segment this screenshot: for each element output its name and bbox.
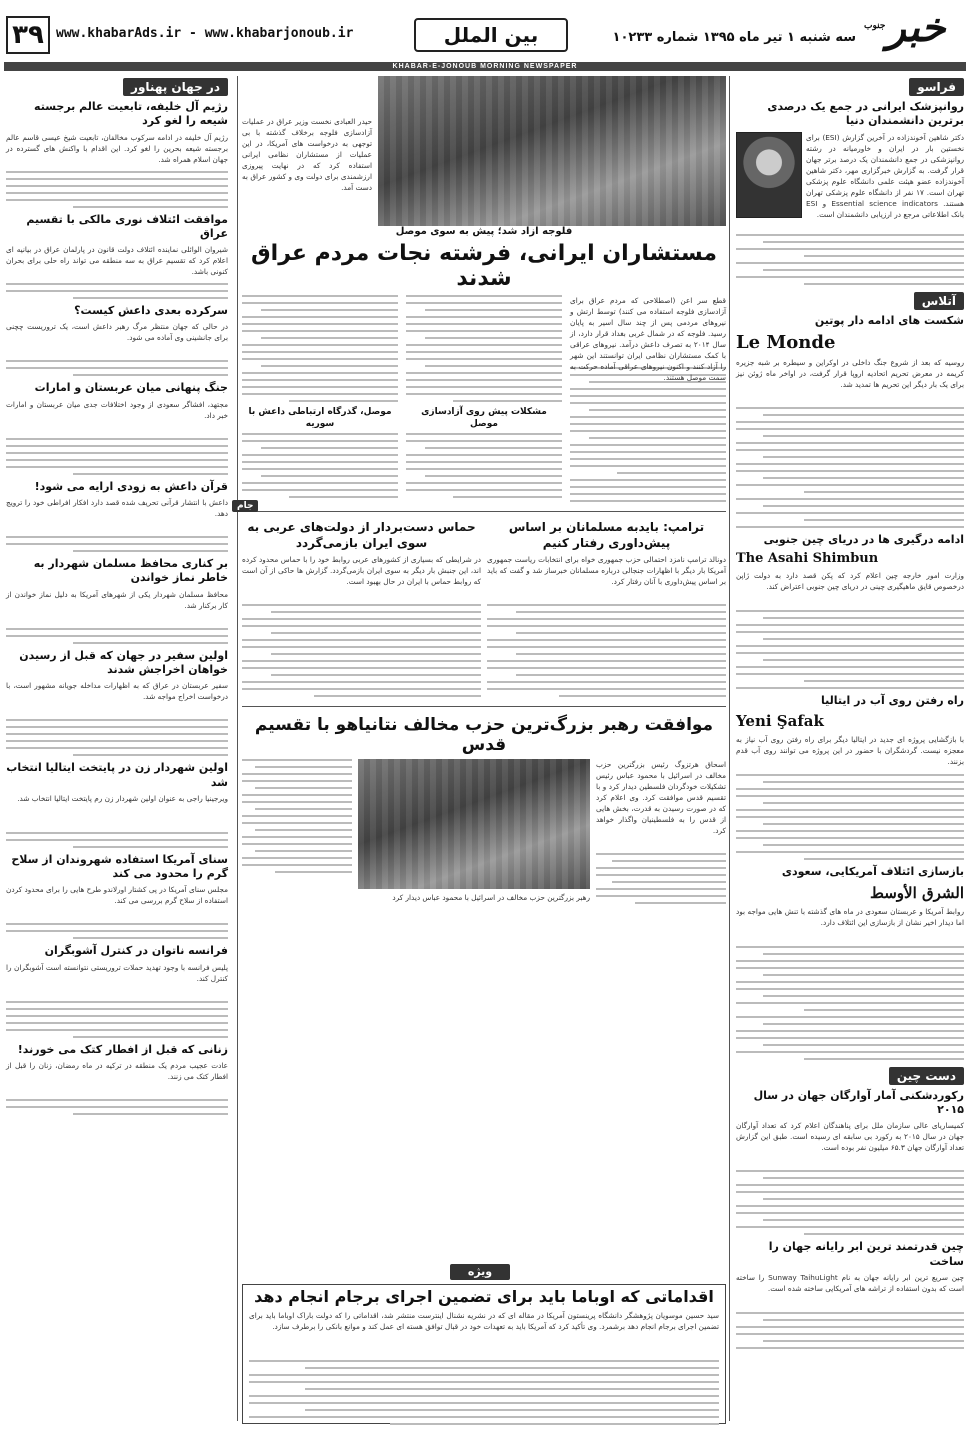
israel-text-lines bbox=[242, 759, 352, 873]
special-text-lines bbox=[243, 1360, 725, 1425]
main-text-lines bbox=[570, 367, 726, 502]
world-news-title[interactable]: زنانی که قبل از افطار کتک می خورند! bbox=[17, 1042, 228, 1056]
world-news-text-lines bbox=[6, 1001, 228, 1038]
world-news-body: پلیس فرانسه با وجود تهدید حملات تروریستی نتوانسته است آشوبگران را کنترل کند. bbox=[6, 962, 228, 983]
israel-headline[interactable]: موافقت رهبر بزرگ‌ترین حزب مخالف نتانیاهو با تقسیم قدس bbox=[254, 715, 714, 756]
special-headline[interactable]: اقداماتی که اوباما باید برای تضمین اجرای برجام انجام دهد bbox=[254, 1287, 714, 1306]
world-news-title[interactable]: اولین سفیر در جهان که قبل از رسیدن خواهان اخراجش شدند bbox=[19, 648, 228, 676]
asharq-logo: الشرق الأوسط bbox=[869, 883, 964, 902]
left-column bbox=[6, 76, 228, 1421]
world-news-text-lines bbox=[6, 1099, 228, 1115]
world-news-body: در حالی که جهان منتظر مرگ رهبر داعش است، یک تروریست چچنی برای جانشینی وی آماده می شود. bbox=[6, 322, 228, 343]
world-news-text-lines bbox=[6, 536, 228, 552]
right-column bbox=[736, 76, 964, 1421]
world-news-body: عادت عجیب مردم یک منطقه در ترکیه در ماه رمضان، زنان را قبل از افطار کتک می زنند. bbox=[6, 1061, 228, 1082]
lemonde-logo: Le Monde bbox=[736, 331, 836, 353]
subhead-mosul-problems: مشکلات پیش روی آزادسازی موصل bbox=[421, 407, 547, 429]
world-news-title[interactable]: سرکرده بعدی داعش کیست؟ bbox=[74, 304, 228, 318]
dastchin1-body: کمیساریای عالی سازمان ملل برای پناهندگان اعلام کرد که تعداد آوارگان جهان در سال ۲۰۱۵ به رکورد بی سابقه ای رسیده است. طبق این گزارش تعداد آوارگان جهان ۶۵.۳ میلیون نفر بوده است. bbox=[736, 1121, 964, 1153]
portrait-photo bbox=[736, 132, 802, 218]
world-news-body: محافظ مسلمان شهردار یکی از شهرهای آمریکا به دلیل نماز خواندن از کار برکنار شد. bbox=[6, 589, 228, 610]
atlas-label: آتلاس bbox=[914, 292, 964, 310]
world-news-title[interactable]: اولین شهردار زن در پایتخت ایتالیا انتخاب شد bbox=[6, 761, 228, 789]
atlas4-body: روابط آمریکا و عربستان سعودی در ماه های گذشته با تنش هایی مواجه بود اما دیدار اخیر نشان از بازسازی این ائتلاف دارد. bbox=[736, 906, 964, 927]
world-news-body: مجتهد، افشاگر سعودی از وجود اختلافات جدی میان عربستان و امارات خبر داد. bbox=[6, 399, 228, 420]
world-news-text-lines bbox=[6, 628, 228, 644]
atlas2-body: وزارت امور خارجه چین اعلام کرد که پکن قصد دارد به دولت ژاپن درخصوص قایق ماهیگیری چینی در دریای چین جنوبی اعتراض کند. bbox=[736, 571, 964, 592]
frasoo-title[interactable]: روانپزشک ایرانی در جمع یک درصدی برترین دانشمندان دنیا bbox=[767, 100, 964, 128]
trump-text-lines bbox=[487, 604, 726, 697]
center-column bbox=[237, 76, 726, 1421]
dastchin1-text-lines bbox=[736, 1170, 964, 1235]
world-news-body: رژیم آل خلیفه در ادامه سرکوب مخالفان، تابعیت شیخ عیسی قاسم عالم برجسته شیعه بحرین را لغو کرد. این اقدام با واکنش های گسترده در جهان اسلام همراه شد. bbox=[6, 132, 228, 164]
world-news-text-lines bbox=[6, 719, 228, 756]
fallujah-photo bbox=[378, 76, 726, 226]
main-kicker: فلوجه آزاد شد؛ پیش به سوی موصل bbox=[395, 226, 573, 237]
world-label: در جهان پهناور bbox=[123, 78, 228, 96]
masthead bbox=[4, 4, 966, 64]
world-news-body: سفیر عربستان در عراق که به اظهارات مداخله جویانه مشهور است، با درخواست اخراج مواجه شد. bbox=[6, 681, 228, 702]
atlas1-title[interactable]: شکست های ادامه دار پوتین bbox=[814, 313, 964, 327]
atlas4-text-lines bbox=[736, 946, 964, 1060]
world-news-title[interactable]: سنای آمریکا استفاده شهروندان از سلاح گرم را محدود می کند bbox=[11, 852, 228, 881]
israel-body: اسحاق هرتزوگ رئیس بزرگترین حزب مخالف در اسرائیل با محمود عباس رئیس تشکیلات خودگردان فلسطین دیدار کرد و با تقسیم قدس موافقت کرد. وی اعلام کرد که در صورت رسیدن به قدرت، بخش هایی از قدس را به فلسطینیان واگذار خواهد کرد. bbox=[596, 760, 726, 836]
atlas2-text-lines bbox=[736, 610, 964, 689]
world-news-title[interactable]: فرانسه ناتوان در کنترل آشوبگران bbox=[44, 944, 228, 958]
world-news-body: شیروان الوائلی نماینده ائتلاف دولت قانون در پارلمان عراق در بیانیه ای اعلام کرد که تقسیم عراق به سه منطقه می تواند راه حلی برای بحران کنونی باشد. bbox=[6, 245, 228, 277]
main-text-lines bbox=[242, 433, 398, 498]
world-news-body: مجلس سنای آمریکا در پی کشتار اورلاندو طرح هایی را برای محدود کردن استفاده از سلاح گرم بررسی می کند. bbox=[6, 885, 228, 906]
atlas1-body: روسیه که بعد از شروع جنگ داخلی در اوکراین و سیطره بر شبه جزیره کریمه در معرض تحریم اتحادیه اروپا قرار گرفت، در اواخر ماه ژوئن نیز برای یک بار دیگر این تحریم ها تمدید شد. bbox=[736, 357, 964, 389]
world-news-title[interactable]: قرآن داعش به زودی ارایه می شود! bbox=[34, 479, 228, 493]
world-news-text-lines bbox=[6, 171, 228, 208]
photo-caption: حیدر العبادی نخست وزیر عراق در عملیات آزادسازی فلوجه برخلاف گذشته با بی توجهی به درخواست های آمریکا، در این عملیات از مستشاران نظامی ایرانی استفاده کرد که در نهایت پیروزی ارزشمندی برای دولت وی و کشور عراق به دست آمد. bbox=[242, 117, 372, 192]
israel-text-lines bbox=[596, 853, 726, 904]
israel-caption: رهبر بزرگترین حزب مخالف در اسرائیل با محمود عباس دیدار کرد bbox=[392, 893, 590, 903]
frasoo-label: فراسو bbox=[909, 78, 964, 96]
english-strip: KHABAR-E-JONOUB MORNING NEWSPAPER bbox=[4, 62, 966, 71]
frasoo-text-lines bbox=[736, 234, 964, 285]
page-number: ۳۹ bbox=[6, 16, 50, 54]
column-divider bbox=[237, 76, 238, 1421]
world-news-body: داعش با انتشار قرآنی تحریف شده قصد دارد افکار افراطی خود را ترویج دهد. bbox=[6, 498, 228, 519]
abbas-herzog-photo bbox=[358, 759, 590, 889]
special-body: سید حسین موسویان پژوهشگر دانشگاه پرینستون آمریکا در مقاله ای که در نشریه نشنال اینترست منتشر شد، اقداماتی را که دولت باراک اوباما باید برای تضمین اجرای برجام انجام دهد برشمرد. وی تأکید کرد که آمریکا باید به تعهدات خود در قبال توافق هسته ای عمل کند و موانع بانکی را برطرف سازد. bbox=[249, 1311, 719, 1331]
main-text-lines bbox=[242, 295, 398, 402]
subhead-mosul-gateway: موصل، گذرگاه ارتباطی داعش با سوریه bbox=[248, 407, 392, 429]
asahi-logo: The Asahi Shimbun bbox=[736, 551, 879, 567]
main-body-col1: قطع سر اعن (اصطلاحی که مردم عراق برای آزادسازی فلوجه استفاده می کنند) توسط ارتش و نیروهای مردمی پس از چند سال اسیر به پایان رسید. فلوجه که در شمال غربی بغداد قرار دارد، از سال ۲۰۱۴ به تصرف داعش درآمد. نیروهای عراقی با کمک مستشاران نظامی ایران توانستند این شهر را آزاد کنند و اکنون نیروهای عراقی آماده حرکت به سمت موصل هستند. bbox=[570, 296, 726, 382]
world-news-title[interactable]: جنگ پنهانی میان عربستان و امارات bbox=[34, 381, 228, 395]
world-news-text-lines bbox=[6, 438, 228, 475]
world-news-text-lines bbox=[6, 360, 228, 376]
world-news-title[interactable]: رژیم آل خلیفه، تابعیت عالم برجسته شیعه را لغو کرد bbox=[34, 100, 228, 128]
logo-text: خبر bbox=[886, 4, 946, 51]
section-title: بین الملل bbox=[414, 18, 568, 52]
logo-sub: جنوب bbox=[864, 21, 886, 31]
dastchin-label: دست چین bbox=[889, 1067, 964, 1085]
jam-badge: جام bbox=[232, 500, 258, 512]
dastchin2-text-lines bbox=[736, 1312, 964, 1349]
atlas3-title[interactable]: راه رفتن روی آب در ایتالیا bbox=[821, 694, 964, 708]
hamas-text-lines bbox=[242, 604, 481, 697]
column-divider bbox=[729, 76, 730, 1421]
hamas-body: در شرایطی که بسیاری از کشورهای عربی روابط خود را با حماس محدود کرده اند، این جنبش بار دیگر به سوی ایران بازمی‌گردد. گزارش ها حاکی از آن است که روابط حماس با ایران در حال بهبود است. bbox=[242, 555, 481, 587]
world-news-title[interactable]: موافقت ائتلاف نوری مالکی با تقسیم عراق bbox=[26, 212, 228, 240]
main-text-lines bbox=[406, 295, 562, 402]
special-article bbox=[242, 1284, 726, 1424]
issue-date: سه شنبه ۱ تیر ماه ۱۳۹۵ شماره ۱۰۲۳۳ bbox=[612, 30, 856, 45]
frasoo-body: دکتر شاهین آخوندزاده در آخرین گزارش (ESI) برای نخستین بار در ایران و خاورمیانه در رشته روانپزشکی در جمع دانشمندان یک درصد برتر جهان قرار گرفت. به گزارش خبرگزاری مهر، دکتر شاهین آخوندزاده عضو هیئت علمی دانشگاه علوم پزشکی تهران است. ۱۷ نفر از دانشگاه علوم پزشکی تهران هستند. Essential science indicators و ESI بانک اطلاعاتی مرجع در ارزیابی دانشمندان است. bbox=[806, 132, 964, 219]
dastchin2-body: چین سریع ترین ابر رایانه جهان به نام Sunway TaihuLight را ساخته است که بدون استفاده از تراشه های آمریکایی ساخته شده است. bbox=[736, 1272, 964, 1293]
atlas3-text-lines bbox=[736, 774, 964, 860]
hamas-title[interactable]: حماس دست‌بردار از دولت‌های عربی به سوی ایران بازمی‌گردد bbox=[247, 520, 476, 550]
yenisafak-logo: Yeni Şafak bbox=[736, 712, 824, 731]
world-news-text-lines bbox=[6, 832, 228, 848]
website-links[interactable]: www.khabarAds.ir - www.khabarjonoub.ir bbox=[56, 26, 354, 41]
world-news-text-lines bbox=[6, 923, 228, 939]
dastchin1-title[interactable]: رکوردشکنی آمار آوارگان جهان در سال ۲۰۱۵ bbox=[753, 1088, 964, 1117]
trump-title[interactable]: ترامپ: بایدبه مسلمانان بر اساس پیش‌داوری رفتار کنیم bbox=[508, 520, 705, 550]
newspaper-logo[interactable] bbox=[864, 4, 960, 51]
world-news-body: ویرجینیا راجی به عنوان اولین شهردار زن رم پایتخت ایتالیا انتخاب شد. bbox=[17, 793, 228, 803]
atlas2-title[interactable]: ادامه درگیری ها در دریای چین جنوبی bbox=[763, 532, 964, 546]
atlas3-body: با بازگشایی پروژه ای جدید در ایتالیا دیگر برای راه رفتن روی آب نیاز به معجزه نیست. گردشگران با حضور در این پروژه می توانند روی آب قدم بزنند. bbox=[736, 735, 964, 767]
trump-body: دونالد ترامپ نامزد احتمالی حزب جمهوری خواه برای انتخابات ریاست جمهوری آمریکا بار دیگر با اظهارات جنجالی درباره مسلمانان خبرساز شد و گفت که باید بر اساس پیش‌داوری با آنان رفتار کرد. bbox=[487, 555, 726, 587]
main-text-lines bbox=[406, 433, 562, 498]
vaje-label: ویژه bbox=[450, 1264, 510, 1280]
dastchin2-title[interactable]: چین قدرتمند ترین ابر رایانه جهان را ساخت bbox=[768, 1240, 964, 1268]
main-headline[interactable]: مستشاران ایرانی، فرشته نجات مردم عراق شدند bbox=[251, 241, 717, 291]
atlas4-title[interactable]: بازسازی ائتلاف آمریکایی، سعودی bbox=[781, 865, 964, 879]
world-news-title[interactable]: بر کناری محافظ مسلمان شهردار به خاطر نماز خواندن bbox=[33, 557, 228, 585]
atlas1-text-lines bbox=[736, 407, 964, 528]
world-news-text-lines bbox=[6, 283, 228, 299]
